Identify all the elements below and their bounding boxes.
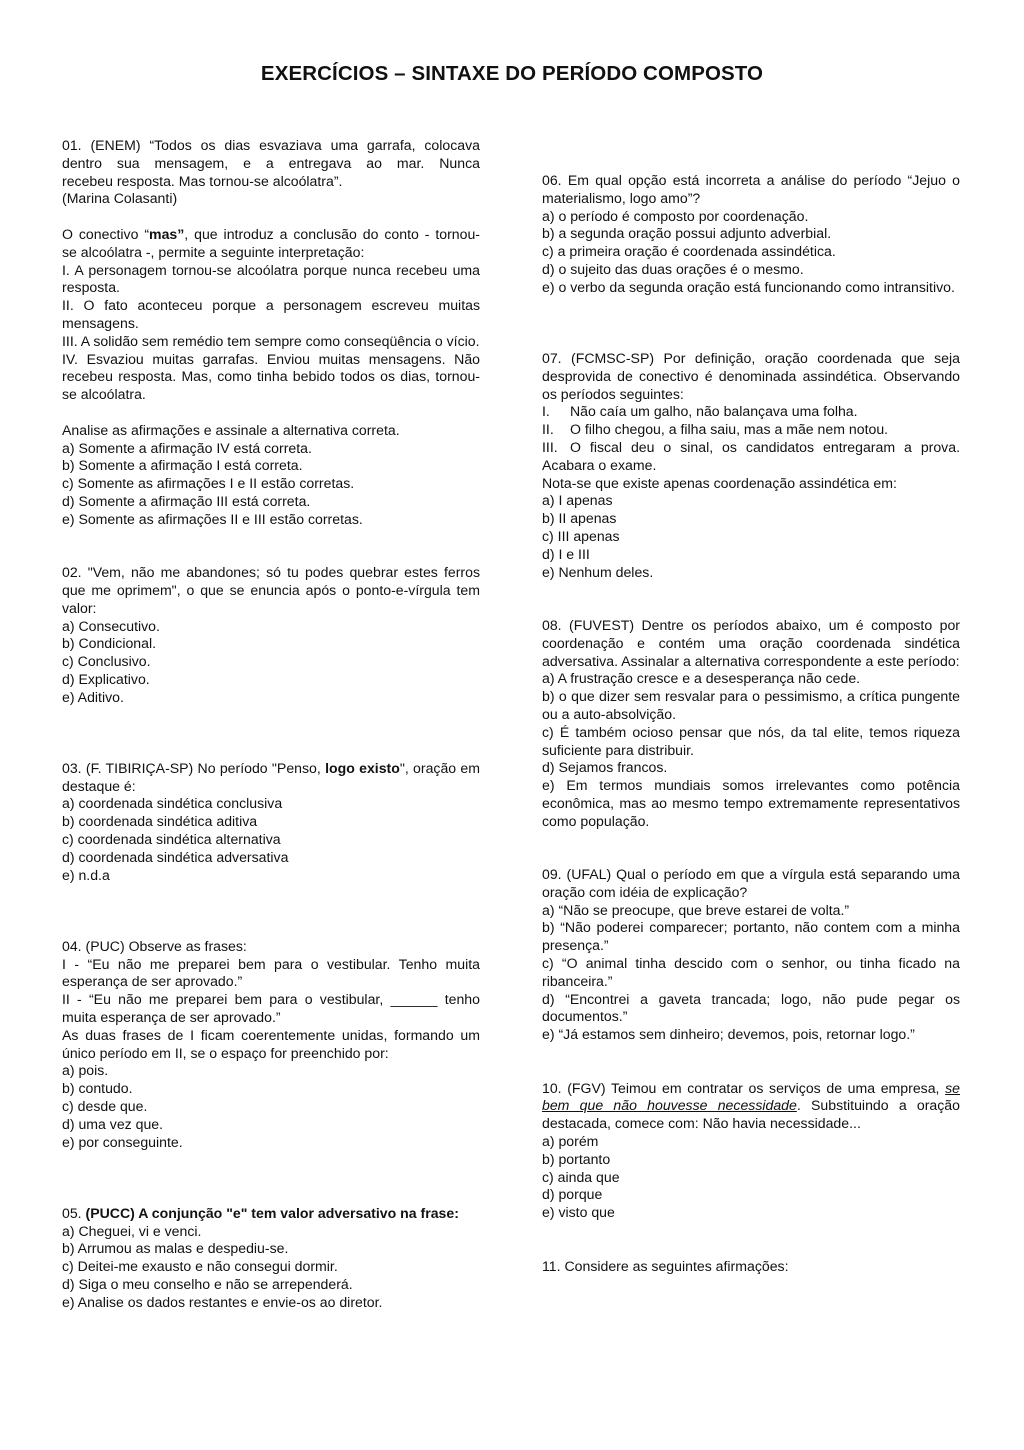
q08-text: 08. (FUVEST) Dentre os períodos abaixo, um é composto por coordenação e contém uma oração coordenada sindética adversativa. Assinalar a alternativa correspondente a este período: (542, 616, 960, 669)
question-09 (542, 866, 960, 1044)
q03-option-d: d) coordenada sindética adversativa (62, 848, 289, 865)
q07-item-3: III. O fiscal deu o sinal, os candidatos entregaram a prova. Acabara o exame. (542, 438, 960, 473)
q01-author: (Marina Colasanti) (62, 190, 178, 207)
q06-option-e: e) o verbo da segunda oração está funcionando como intransitivo. (542, 278, 955, 295)
q04-line-1: 04. (PUC) Observe as frases: (62, 937, 247, 954)
q01-line-1: 01. (ENEM) “Todos os dias esvaziava uma garrafa, colocava (62, 137, 480, 153)
q10-highlighted-clause: se bem que não houvesse necessidade (542, 1079, 960, 1114)
q01-line-2: dentro sua mensagem, e a entregava ao mar. Nunca (62, 154, 480, 171)
q01-option-c: c) Somente as afirmações I e II estão corretas. (62, 475, 355, 492)
q10-option-d: d) porque (542, 1186, 603, 1203)
q01-item-3: III. A solidão sem remédio tem sempre como conseqüência o vício. (62, 332, 480, 349)
q08-option-a: a) A frustração cresce e a desesperança não cede. (542, 670, 861, 687)
q04-item-2: II - “Eu não me preparei bem para o vestibular, ______ tenho muita esperança de ser aprovado.” (62, 991, 480, 1026)
q09-option-a: a) “Não se preocupe, que breve estarei de volta.” (542, 901, 850, 918)
q03-option-e: e) n.d.a (62, 866, 110, 883)
q05-text: 05. (PUCC) A conjunção "e" tem valor adversativo na frase: (62, 1204, 459, 1221)
q05-option-a: a) Cheguei, vi e venci. (62, 1222, 202, 1239)
q01-item-2: II. O fato aconteceu porque a personagem escreveu muitas mensagens. (62, 297, 480, 331)
q02-option-a: a) Consecutivo. (62, 617, 160, 634)
q04-option-b: b) contudo. (62, 1080, 133, 1097)
q07-option-d: d) I e III (542, 545, 590, 562)
q05-option-d: d) Siga o meu conselho e não se arrependerá. (62, 1276, 353, 1292)
q10-text: 10. (FGV) Teimou em contratar os serviços de uma empresa, se bem que não houvesse necessidade. Substituindo a oração destacada, comece com: Não havia necessidade... (542, 1079, 960, 1132)
q10-option-b: b) portanto (542, 1150, 611, 1167)
q09-option-e: e) “Já estamos sem dinheiro; devemos, pois, retornar logo.” (542, 1026, 915, 1043)
q09-option-d: d) “Encontrei a gaveta trancada; logo, não pude pegar os documentos.” (542, 990, 960, 1025)
q01-stem: Analise as afirmações e assinale a alternativa correta. (62, 421, 400, 438)
q07-option-e: e) Nenhum deles. (542, 563, 654, 580)
q08-option-c: c) É também ocioso pensar que nós, da tal elite, temos riqueza suficiente para distribuir. (542, 723, 960, 758)
q07-stem: Nota-se que existe apenas coordenação assindética em: (542, 474, 897, 491)
q01-connective-line-2: se alcoólatra -, permite a seguinte interpretação: (62, 243, 365, 260)
q04-item-1: I - “Eu não me preparei bem para o vestibular. Tenho muita esperança de ser aprovado.” (62, 955, 480, 990)
left-column (62, 137, 480, 1312)
q06-option-d: d) o sujeito das duas orações é o mesmo. (542, 260, 804, 277)
q08-option-d: d) Sejamos francos. (542, 759, 668, 776)
q04-option-e: e) por conseguinte. (62, 1133, 183, 1150)
q06-option-b: b) a segunda oração possui adjunto adverbial. (542, 225, 832, 242)
q07-option-c: c) III apenas (542, 527, 620, 544)
q10-option-c: c) ainda que (542, 1168, 620, 1185)
q06-text: 06. Em qual opção está incorreta a análise do período “Jejuo o materialismo, logo amo”? (542, 172, 960, 206)
q07-option-a: a) I apenas (542, 492, 613, 509)
q01-option-a: a) Somente a afirmação IV está correta. (62, 439, 312, 456)
q06-option-a: a) o período é composto por coordenação. (542, 207, 809, 224)
q07-option-b: b) II apenas (542, 510, 617, 527)
q09-option-b: b) “Não poderei comparecer; portanto, não contem com a minha presença.” (542, 919, 960, 954)
q08-option-b: b) o que dizer sem resvalar para o pessimismo, a crítica pungente ou a auto-absolvição. (542, 688, 960, 722)
question-06 (542, 172, 960, 297)
question-03 (62, 760, 480, 885)
q03-text: 03. (F. TIBIRIÇA-SP) No período "Penso, logo existo", oração em destaque é: (62, 759, 480, 794)
q03-option-b: b) coordenada sindética aditiva (62, 813, 258, 830)
q01-option-b: b) Somente a afirmação I está correta. (62, 457, 303, 474)
q02-option-c: c) Conclusivo. (62, 653, 151, 670)
q01-option-d: d) Somente a afirmação III está correta. (62, 492, 311, 509)
q03-option-a: a) coordenada sindética conclusiva (62, 795, 283, 812)
q02-text: 02. "Vem, não me abandones; só tu podes quebrar estes ferros que me oprimem", o que se enuncia após o ponto-e-vírgula tem valor: (62, 564, 480, 616)
question-08 (542, 617, 960, 831)
q11-text: 11. Considere as seguintes afirmações: (542, 1257, 789, 1274)
q02-option-b: b) Condicional. (62, 635, 157, 652)
q01-line-3: recebeu resposta. Mas tornou-se alcoólatra”. (62, 172, 343, 189)
q07-text: 07. (FCMSC-SP) Por definição, oração coordenada que seja desprovida de conectivo é denominada assindética. Observando os períodos seguintes: (542, 349, 960, 402)
q05-option-b: b) Arrumou as malas e despediu-se. (62, 1240, 289, 1257)
question-05 (62, 1205, 480, 1312)
question-10 (542, 1080, 960, 1222)
q04-option-d: d) uma vez que. (62, 1115, 164, 1132)
q10-option-e: e) visto que (542, 1204, 615, 1221)
question-01 (62, 137, 480, 529)
question-11 (542, 1258, 960, 1276)
q01-item-4: IV. Esvaziou muitas garrafas. Enviou muitas mensagens. Não recebeu resposta. Mas, como tinha bebido todos os dias, tornou-se alcoólatra. (62, 350, 480, 403)
question-02 (62, 564, 480, 706)
q02-option-d: d) Explicativo. (62, 670, 150, 687)
q09-option-c: c) “O animal tinha descido com o senhor, ou tinha ficado na ribanceira.” (542, 955, 960, 989)
q01-connective-line: O conectivo “mas”, que introduz a conclusão do conto - tornou- (62, 225, 480, 242)
q07-item-2: II. O filho chegou, a filha saiu, mas a mãe nem notou. (542, 421, 889, 438)
q06-option-c: c) a primeira oração é coordenada assindética. (542, 243, 836, 260)
q09-text: 09. (UFAL) Qual o período em que a vírgula está separando uma oração com idéia de explicação? (542, 866, 960, 900)
question-07 (542, 350, 960, 581)
q07-item-1: I. Não caía um galho, não balançava uma folha. (542, 403, 858, 420)
page-title: EXERCÍCIOS – SINTAXE DO PERÍODO COMPOSTO (260, 62, 764, 85)
question-04 (62, 938, 480, 1152)
q03-option-c: c) coordenada sindética alternativa (62, 831, 281, 848)
q10-option-a: a) porém (542, 1133, 599, 1150)
q01-item-1: I. A personagem tornou-se alcoólatra porque nunca recebeu uma resposta. (62, 261, 480, 296)
q01-option-e: e) Somente as afirmações II e III estão corretas. (62, 510, 363, 527)
q05-option-c: c) Deitei-me exausto e não consegui dormir. (62, 1258, 338, 1275)
q08-option-e: e) Em termos mundiais somos irrelevantes como potência econômica, mas ao mesmo tempo extremamente representativos como população. (542, 777, 960, 829)
q04-option-a: a) pois. (62, 1062, 109, 1079)
q02-option-e: e) Aditivo. (62, 688, 124, 705)
right-column (542, 172, 960, 1275)
q04-stem: As duas frases de I ficam coerentemente unidas, formando um único período em II, se o espaço for preenchido por: (62, 1026, 480, 1061)
q05-option-e: e) Analise os dados restantes e envie-os ao diretor. (62, 1293, 383, 1310)
q04-option-c: c) desde que. (62, 1098, 148, 1115)
